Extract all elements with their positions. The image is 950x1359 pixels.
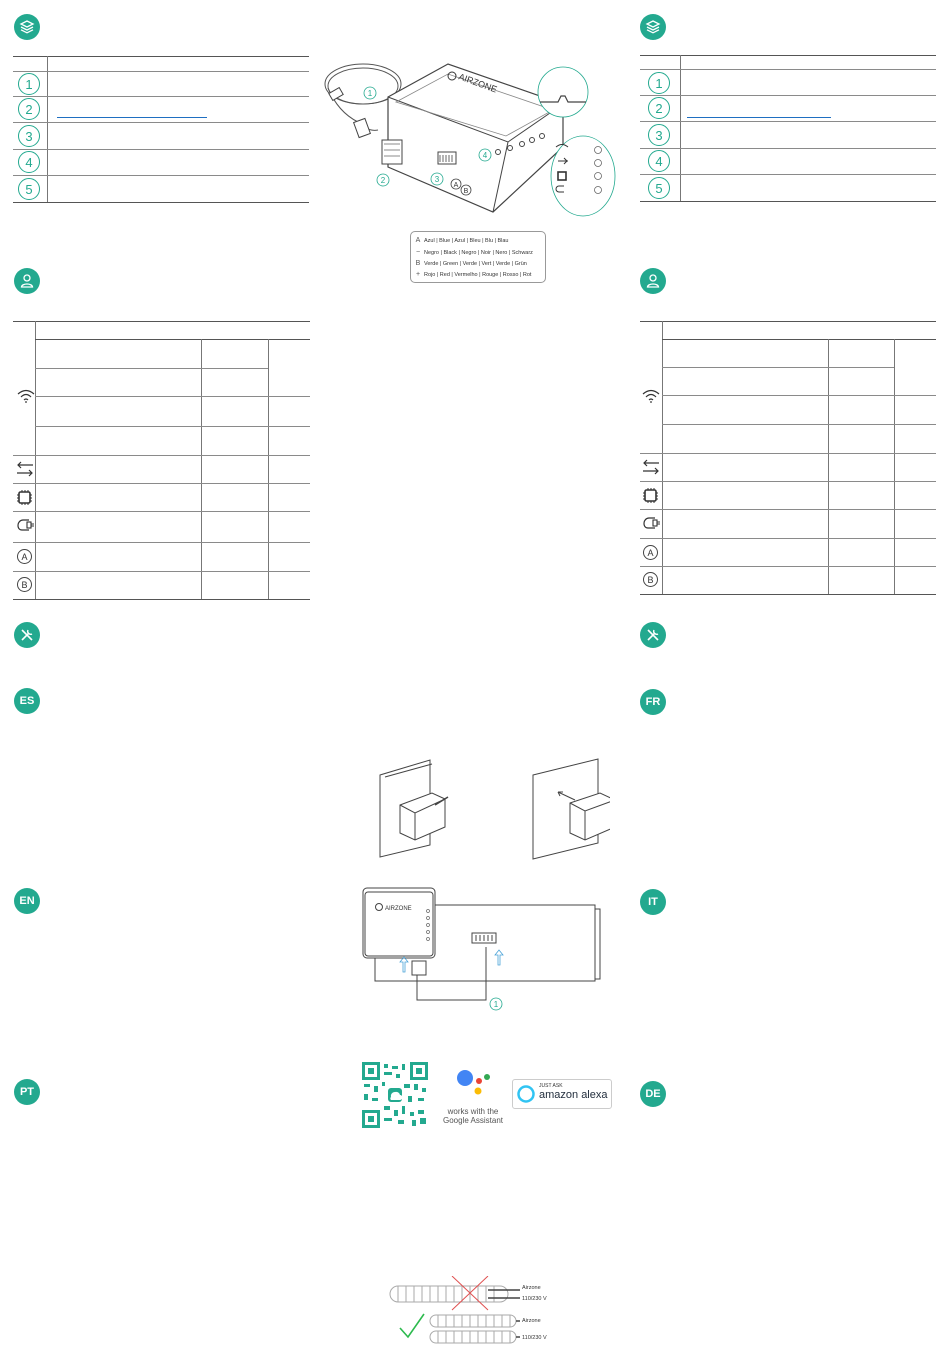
layers-icon bbox=[645, 19, 661, 35]
alexa-badge bbox=[512, 1079, 612, 1109]
device-port-b: B bbox=[463, 188, 469, 195]
led-letter-b: B bbox=[643, 572, 658, 587]
google-assistant-text-1: works with the bbox=[447, 1107, 499, 1116]
cloud-plug-icon bbox=[640, 514, 662, 532]
device-callout-1: 1 bbox=[367, 89, 373, 98]
part-number-4: 4 bbox=[648, 150, 670, 172]
section-badge-install-left bbox=[14, 622, 40, 648]
lang-badge-it: IT bbox=[640, 889, 666, 915]
led-letter-b: B bbox=[17, 577, 32, 592]
lang-badge-de: DE bbox=[640, 1081, 666, 1107]
part-number-5: 5 bbox=[648, 177, 670, 199]
section-badge-parts-right bbox=[640, 14, 666, 40]
google-dots-icon bbox=[454, 1068, 494, 1100]
lang-badge-pt: PT bbox=[14, 1079, 40, 1105]
wifi-icon bbox=[17, 389, 35, 403]
chip-icon bbox=[642, 487, 659, 504]
led-letter-a: A bbox=[17, 549, 32, 564]
part-number-1: 1 bbox=[648, 72, 670, 94]
transfer-arrows-icon bbox=[15, 461, 35, 477]
section-badge-leds-left bbox=[14, 268, 40, 294]
cable-label-4: 110/230 V bbox=[522, 1335, 547, 1341]
part-number-3: 3 bbox=[648, 124, 670, 146]
legend-text-green: Verde | Green | Verde | Vert | Verde | Grün bbox=[424, 260, 527, 267]
led-letter-a: A bbox=[643, 545, 658, 560]
layers-icon bbox=[19, 19, 35, 35]
alexa-small-text: JUST ASK bbox=[539, 1083, 563, 1089]
section-badge-install-right bbox=[640, 622, 666, 648]
wiring-illustration bbox=[360, 885, 610, 1015]
device-illustration bbox=[318, 52, 628, 222]
device-port-a: A bbox=[453, 182, 459, 189]
wiring-callout-1: 1 bbox=[493, 1000, 499, 1009]
legend-text-black: Negro | Black | Negro | Noir | Nero | Schwarz bbox=[424, 249, 533, 256]
legend-text-red: Rojo | Red | Vermelho | Rouge | Rosso | Rot bbox=[424, 271, 532, 278]
alexa-big-text: amazon alexa bbox=[539, 1089, 608, 1101]
cable-label-2: 110/230 V bbox=[522, 1296, 547, 1302]
legend-symbol-minus: − bbox=[415, 249, 421, 256]
part-2-link[interactable] bbox=[687, 117, 831, 118]
device-brand-label: AIRZONE bbox=[457, 71, 499, 95]
technician-icon bbox=[19, 273, 35, 289]
chip-icon bbox=[16, 489, 33, 506]
wifi-icon bbox=[642, 389, 660, 403]
part-number-2: 2 bbox=[648, 97, 670, 119]
qr-code[interactable] bbox=[362, 1062, 428, 1128]
part-2-link[interactable] bbox=[57, 117, 207, 118]
wiring-brand-label: AIRZONE bbox=[385, 906, 412, 912]
section-badge-parts-left bbox=[14, 14, 40, 40]
technician-icon bbox=[645, 273, 661, 289]
tools-icon bbox=[19, 627, 35, 643]
lang-badge-en: EN bbox=[14, 888, 40, 914]
cable-color-legend bbox=[410, 231, 546, 283]
legend-symbol-a: A bbox=[415, 237, 421, 244]
cable-label-1: Airzone bbox=[522, 1285, 541, 1291]
cloud-plug-icon bbox=[14, 516, 36, 534]
part-number-1: 1 bbox=[18, 73, 40, 95]
alexa-ring-icon bbox=[517, 1085, 535, 1103]
wall-mount-illustration bbox=[370, 755, 610, 860]
cable-label-3: Airzone bbox=[522, 1318, 541, 1324]
legend-text-blue: Azul | Blue | Azul | Bleu | Blu | Blau bbox=[424, 237, 509, 244]
part-number-5: 5 bbox=[18, 178, 40, 200]
part-number-3: 3 bbox=[18, 125, 40, 147]
part-number-2: 2 bbox=[18, 98, 40, 120]
cable-separation-illustration bbox=[388, 1276, 578, 1346]
device-callout-3: 3 bbox=[434, 175, 440, 184]
lang-badge-fr: FR bbox=[640, 689, 666, 715]
transfer-arrows-icon bbox=[641, 459, 661, 475]
google-assistant-text-2: Google Assistant bbox=[442, 1116, 504, 1125]
device-callout-4: 4 bbox=[482, 151, 488, 160]
device-callout-2: 2 bbox=[380, 176, 386, 185]
legend-symbol-b: B bbox=[415, 260, 421, 267]
tools-icon bbox=[645, 627, 661, 643]
lang-badge-es: ES bbox=[14, 688, 40, 714]
legend-symbol-plus: + bbox=[415, 271, 421, 278]
google-assistant-logo bbox=[440, 1068, 506, 1128]
part-number-4: 4 bbox=[18, 151, 40, 173]
section-badge-leds-right bbox=[640, 268, 666, 294]
